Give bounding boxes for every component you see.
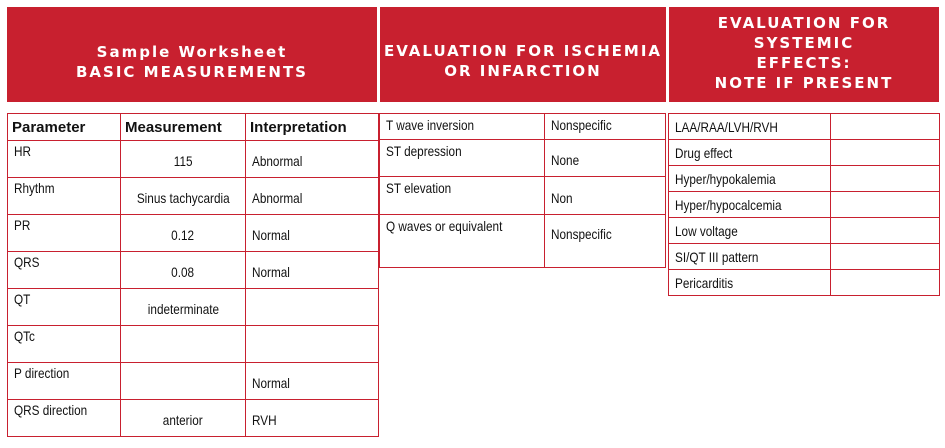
table-row: [669, 114, 940, 140]
effect-cell: Hyper/hypocalcemia: [675, 196, 782, 213]
measurement-cell: indeterminate: [147, 301, 219, 317]
header-line: Sample Worksheet: [96, 42, 288, 61]
interpretation-cell: Abnormal: [252, 153, 303, 169]
effect-value-cell[interactable]: [831, 218, 940, 244]
measurement-cell: anterior: [163, 412, 203, 428]
systemic-effects-header: [669, 7, 939, 102]
table-row: [8, 363, 379, 400]
header-line: BASIC MEASUREMENTS: [76, 62, 308, 81]
parameter-cell: QRS direction: [14, 402, 88, 418]
column-header: Parameter: [8, 114, 121, 141]
table-row: [380, 177, 666, 215]
measurement-cell: 0.08: [171, 264, 195, 280]
parameter-cell: HR: [14, 143, 31, 159]
effect-cell: Hyper/hypokalemia: [675, 170, 776, 187]
interpretation-cell: Abnormal: [252, 190, 303, 206]
parameter-cell: PR: [14, 217, 31, 233]
effect-value-cell[interactable]: [831, 244, 940, 270]
measurement-cell: Sinus tachycardia: [136, 190, 230, 206]
column-header: Measurement: [121, 114, 246, 141]
parameter-cell: QRS: [14, 254, 40, 270]
parameter-cell: QT: [14, 291, 31, 307]
finding-value-cell: Nonspecific: [551, 117, 612, 133]
table-row: [8, 289, 379, 326]
measurement-cell: 0.12: [171, 227, 195, 243]
effect-cell: Low voltage: [675, 222, 738, 239]
effect-value-cell[interactable]: [831, 192, 940, 218]
effect-cell: SI/QT III pattern: [675, 248, 759, 265]
effect-cell: Drug effect: [675, 144, 733, 161]
table-row: [380, 215, 666, 268]
finding-value-cell: None: [551, 152, 580, 168]
measurement-cell: 115: [173, 153, 193, 169]
table-row: [380, 140, 666, 177]
table-row: [669, 166, 940, 192]
header-line: EVALUATION FOR SYSTEMIC: [717, 13, 891, 52]
effect-value-cell[interactable]: [831, 140, 940, 166]
table-row: [8, 326, 379, 363]
interpretation-cell: Normal: [252, 375, 290, 391]
interpretation-cell: Normal: [252, 264, 290, 280]
effect-value-cell[interactable]: [831, 114, 940, 140]
effect-value-cell[interactable]: [831, 270, 940, 296]
finding-value-cell: Non: [551, 190, 573, 206]
table-row: [8, 215, 379, 252]
table-row: [669, 192, 940, 218]
finding-cell: T wave inversion: [386, 117, 475, 133]
table-header-row: [8, 114, 379, 141]
systemic-effects-table: [668, 113, 940, 296]
column-header: Interpretation: [246, 114, 379, 141]
finding-value-cell: Nonspecific: [551, 226, 612, 242]
header-line: EFFECTS:: [756, 53, 852, 72]
parameter-cell: QTc: [14, 328, 35, 344]
finding-cell: Q waves or equivalent: [386, 218, 503, 234]
effect-value-cell[interactable]: [831, 166, 940, 192]
interpretation-cell: RVH: [252, 412, 277, 428]
parameter-cell: Rhythm: [14, 180, 55, 196]
finding-cell: ST elevation: [386, 180, 452, 196]
effect-cell: LAA/RAA/LVH/RVH: [675, 118, 778, 135]
effect-cell: Pericarditis: [675, 274, 734, 291]
table-row: [8, 400, 379, 437]
basic-measurements-table: [7, 113, 379, 437]
table-row: [669, 270, 940, 296]
ischemia-table: [379, 113, 666, 268]
interpretation-cell: Normal: [252, 227, 290, 243]
header-line: EVALUATION FOR ISCHEMIA: [383, 41, 663, 60]
basic-measurements-header: [7, 7, 377, 102]
header-line: OR INFARCTION: [444, 61, 602, 80]
table-row: [8, 178, 379, 215]
table-row: [669, 140, 940, 166]
parameter-cell: P direction: [14, 365, 70, 381]
table-row: [8, 141, 379, 178]
header-line: NOTE IF PRESENT: [714, 73, 894, 92]
table-row: [669, 244, 940, 270]
table-row: [8, 252, 379, 289]
finding-cell: ST depression: [386, 143, 462, 159]
table-row: [669, 218, 940, 244]
ischemia-header: [380, 7, 666, 102]
table-row: [380, 114, 666, 140]
